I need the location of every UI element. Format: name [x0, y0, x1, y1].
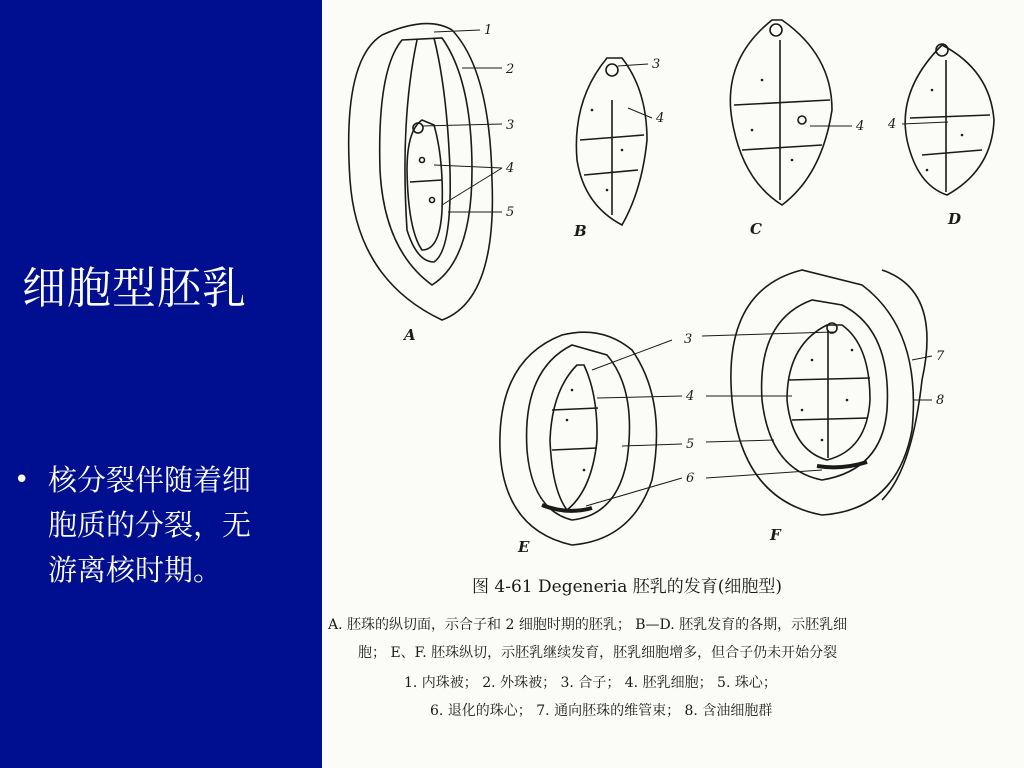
label-1: 1 — [484, 23, 493, 38]
title-panel — [0, 0, 322, 768]
panel-letter-b: B — [574, 222, 587, 240]
label-4: 4 — [506, 161, 515, 176]
label-4-d: 4 — [888, 117, 897, 132]
leader-lines — [422, 30, 948, 506]
panel-d-drawing — [905, 44, 994, 195]
label-5: 5 — [506, 205, 515, 220]
figure-caption-line: 6. 退化的珠心； 7. 通向胚珠的维管束； 8. 含油细胞群 — [430, 703, 773, 719]
label-8: 8 — [936, 393, 945, 408]
panel-letter-f: F — [770, 526, 781, 544]
label-4-ef: 4 — [686, 389, 695, 404]
label-2: 2 — [506, 62, 515, 77]
label-3-ef: 3 — [684, 332, 693, 347]
panel-letter-d: D — [948, 210, 962, 228]
bullet-text: 核分裂伴随着细胞质的分裂，无游离核时期。 — [48, 463, 252, 587]
label-5-ef: 5 — [686, 437, 695, 452]
figure-caption-line: A. 胚珠的纵切面，示合子和 2 细胞时期的胚乳； B—D. 胚乳发育的各期，示胚乳细 — [328, 617, 848, 633]
label-4-b: 4 — [656, 111, 665, 126]
panel-f-drawing — [731, 270, 927, 515]
label-4-c: 4 — [856, 119, 865, 134]
label-3: 3 — [506, 118, 515, 133]
panel-letter-e: E — [518, 538, 530, 556]
panel-e-drawing — [500, 332, 657, 545]
figure-caption-title: 图 4-61 Degeneria 胚乳的发育(细胞型) — [472, 577, 783, 597]
figure-panel — [322, 0, 1024, 768]
bullet-dot: • — [14, 465, 30, 495]
label-6-ef: 6 — [686, 471, 695, 486]
panel-c-drawing — [730, 20, 832, 205]
label-3-b: 3 — [652, 57, 661, 72]
panel-b-drawing — [576, 58, 647, 225]
figure-caption-line: 1. 内珠被； 2. 外珠被； 3. 合子； 4. 胚乳细胞； 5. 珠心； — [404, 675, 777, 691]
figure-caption-line: 胞； E、F. 胚珠纵切，示胚乳继续发育，胚乳细胞增多，但合子仍未开始分裂 — [358, 645, 838, 661]
panel-letter-a: A — [404, 326, 416, 344]
slide-title: 细胞型胚乳 — [22, 263, 247, 314]
panel-letter-c: C — [750, 220, 762, 238]
label-7: 7 — [936, 349, 945, 364]
